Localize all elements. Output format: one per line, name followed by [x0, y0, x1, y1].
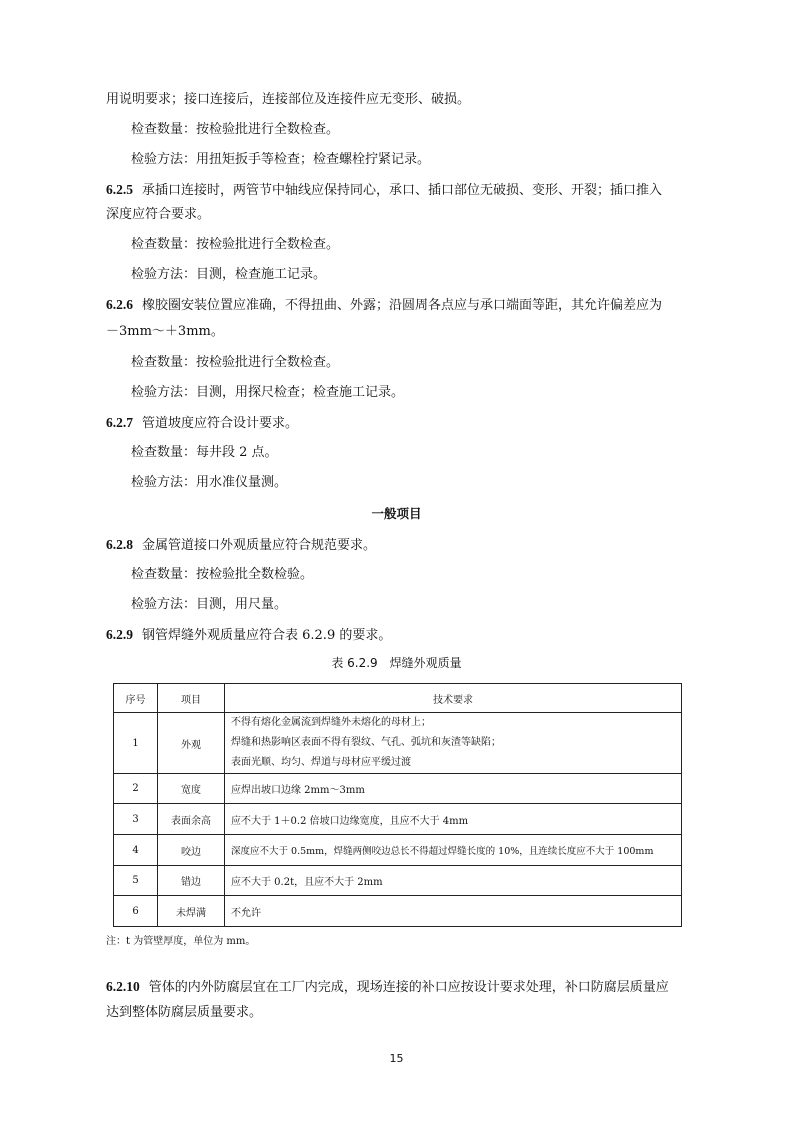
requirement-line: 焊缝和热影响区表面不得有裂纹、气孔、弧坑和灰渣等缺陷；	[231, 737, 501, 748]
inspection-method: 检验方法：用扭矩扳手等检查；检查螺栓拧紧记录。	[131, 152, 431, 167]
clause-6-2-5	[106, 181, 662, 200]
clause-number: 6.2.5	[106, 182, 133, 197]
row-no: 1	[114, 713, 158, 774]
row-requirement	[225, 713, 682, 774]
row-no: 2	[114, 774, 158, 804]
table-row	[114, 866, 682, 896]
table-caption-title: 焊缝外观质量	[389, 656, 462, 670]
row-requirement: 应焊出坡口边缘 2mm～3mm	[225, 774, 682, 804]
inspection-quantity: 检查数量：按检验批进行全数检查。	[131, 237, 340, 252]
row-item: 未焊满	[158, 896, 225, 927]
row-requirement: 不允许	[225, 896, 682, 927]
table-row	[114, 896, 682, 927]
clause-text: 管体的内外防腐层宜在工厂内完成，现场连接的补口应按设计要求处理，补口防腐层质量应	[148, 980, 669, 995]
table-row	[114, 713, 682, 774]
inspection-quantity: 检查数量：按检验批进行全数检查。	[131, 355, 340, 370]
requirement-line: 表面光顺、均匀、焊道与母材应平缓过渡	[231, 757, 411, 768]
row-requirement: 应不大于 1＋0.2 倍坡口边缘宽度，且应不大于 4mm	[225, 804, 682, 835]
clause-number: 6.2.10	[106, 979, 140, 994]
clause-6-2-8	[106, 536, 376, 555]
inspection-quantity: 检查数量：每井段 2 点。	[131, 445, 278, 460]
row-item: 咬边	[158, 835, 225, 866]
clause-number: 6.2.7	[106, 415, 133, 430]
clause-text-cont: 深度应符合要求。	[106, 207, 211, 222]
paragraph-continuation: 用说明要求；接口连接后，连接部位及连接件应无变形、破损。	[106, 92, 471, 107]
clause-number: 6.2.9	[106, 627, 133, 642]
clause-text-cont: 达到整体防腐层质量要求。	[106, 1005, 263, 1020]
header-no: 序号	[114, 684, 158, 713]
clause-text-cont: －3mm～＋3mm。	[106, 324, 224, 339]
clause-text: 钢管焊缝外观质量应符合表 6.2.9 的要求。	[142, 628, 392, 643]
table-row	[114, 835, 682, 866]
row-no: 6	[114, 896, 158, 927]
row-no: 5	[114, 866, 158, 896]
table-caption-number: 表 6.2.9	[331, 656, 378, 670]
row-requirement: 应不大于 0.2t，且应不大于 2mm	[225, 866, 682, 896]
header-requirement: 技术要求	[225, 684, 682, 713]
clause-number: 6.2.8	[106, 537, 133, 552]
requirement-line: 不得有熔化金属流到焊缝外未熔化的母材上；	[231, 717, 431, 728]
clause-text: 管道坡度应符合设计要求。	[142, 416, 299, 431]
inspection-quantity: 检查数量：按检验批进行全数检查。	[131, 122, 340, 137]
row-item: 表面余高	[158, 804, 225, 835]
inspection-method: 检验方法：目测，用探尺检查；检查施工记录。	[131, 385, 405, 400]
inspection-quantity: 检查数量：按检验批全数检验。	[131, 567, 314, 582]
weld-quality-table	[113, 683, 682, 927]
inspection-method: 检验方法：目测，检查施工记录。	[131, 267, 327, 282]
clause-6-2-9	[106, 626, 391, 645]
clause-text: 橡胶圈安装位置应准确，不得扭曲、外露；沿圆周各点应与承口端面等距，其允许偏差应为	[142, 298, 663, 313]
clause-6-2-7	[106, 414, 298, 433]
inspection-method: 检验方法：用水准仪量测。	[131, 475, 288, 490]
row-item: 宽度	[158, 774, 225, 804]
page-number: 15	[389, 1052, 404, 1065]
table-caption	[0, 655, 793, 671]
table-note: 注：t 为管壁厚度，单位为 mm。	[106, 936, 256, 947]
row-item: 错边	[158, 866, 225, 896]
table-row	[114, 804, 682, 835]
inspection-method: 检验方法：目测，用尺量。	[131, 597, 288, 612]
table-row	[114, 774, 682, 804]
clause-6-2-6	[106, 296, 662, 315]
header-item: 项目	[158, 684, 225, 713]
clause-6-2-10	[106, 978, 669, 997]
table-header-row	[114, 684, 682, 713]
row-no: 3	[114, 804, 158, 835]
clause-text: 金属管道接口外观质量应符合规范要求。	[142, 538, 377, 553]
clause-number: 6.2.6	[106, 297, 133, 312]
row-item: 外观	[158, 713, 225, 774]
clause-text: 承插口连接时，两管节中轴线应保持同心，承口、插口部位无破损、变形、开裂；插口推入	[142, 183, 663, 198]
row-requirement: 深度应不大于 0.5mm，焊缝两侧咬边总长不得超过焊缝长度的 10%，且连续长度应不大于 100mm	[225, 835, 682, 866]
row-no: 4	[114, 835, 158, 866]
section-heading-general: 一般项目	[371, 506, 422, 521]
